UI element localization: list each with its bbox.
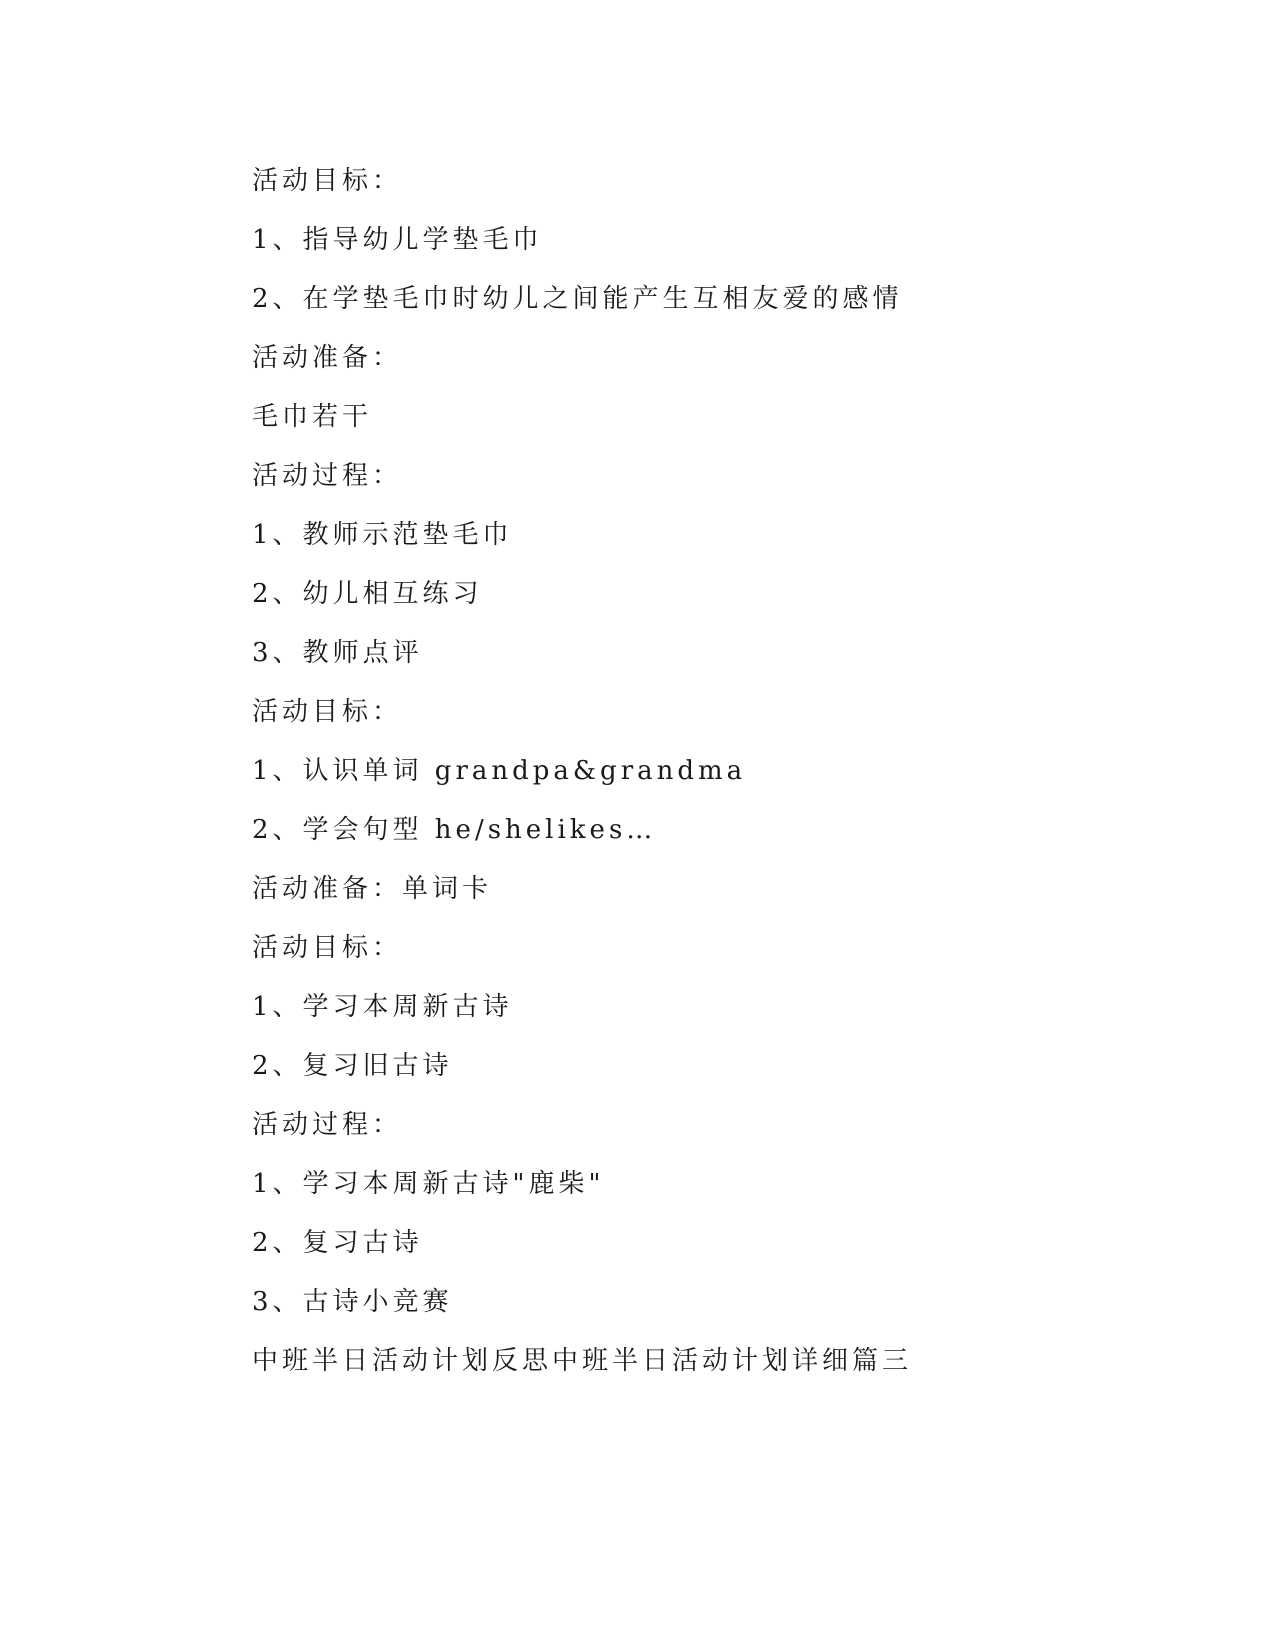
document-body <box>252 163 1152 1402</box>
list-item: 2、复习旧古诗 <box>252 1051 453 1081</box>
list-item: 1、教师示范垫毛巾 <box>252 520 513 550</box>
section-heading-process: 活动过程： <box>252 461 403 491</box>
section-heading-preparation: 活动准备： <box>252 343 403 373</box>
section-heading-goals: 活动目标： <box>252 697 403 727</box>
section-heading-goals: 活动目标： <box>252 166 403 196</box>
list-item: 2、在学垫毛巾时幼儿之间能产生互相友爱的感情 <box>252 284 903 314</box>
list-item: 2、复习古诗 <box>252 1228 423 1258</box>
list-item: 2、幼儿相互练习 <box>252 579 483 609</box>
list-item: 1、指导幼儿学垫毛巾 <box>252 225 543 255</box>
paragraph: 毛巾若干 <box>252 402 373 432</box>
section-heading-process: 活动过程： <box>252 1110 403 1140</box>
list-item: 3、古诗小竞赛 <box>252 1287 453 1317</box>
list-item: 2、学会句型 he/shelikes… <box>252 815 657 845</box>
list-item: 3、教师点评 <box>252 638 423 668</box>
list-item: 1、学习本周新古诗 <box>252 992 513 1022</box>
section-heading-goals: 活动目标： <box>252 933 403 963</box>
list-item: 1、认识单词 grandpa&grandma <box>252 756 747 786</box>
list-item: 1、学习本周新古诗"鹿柴" <box>252 1169 605 1199</box>
section-heading-preparation: 活动准备：单词卡 <box>252 874 493 904</box>
document-title-line: 中班半日活动计划反思中班半日活动计划详细篇三 <box>252 1346 913 1376</box>
